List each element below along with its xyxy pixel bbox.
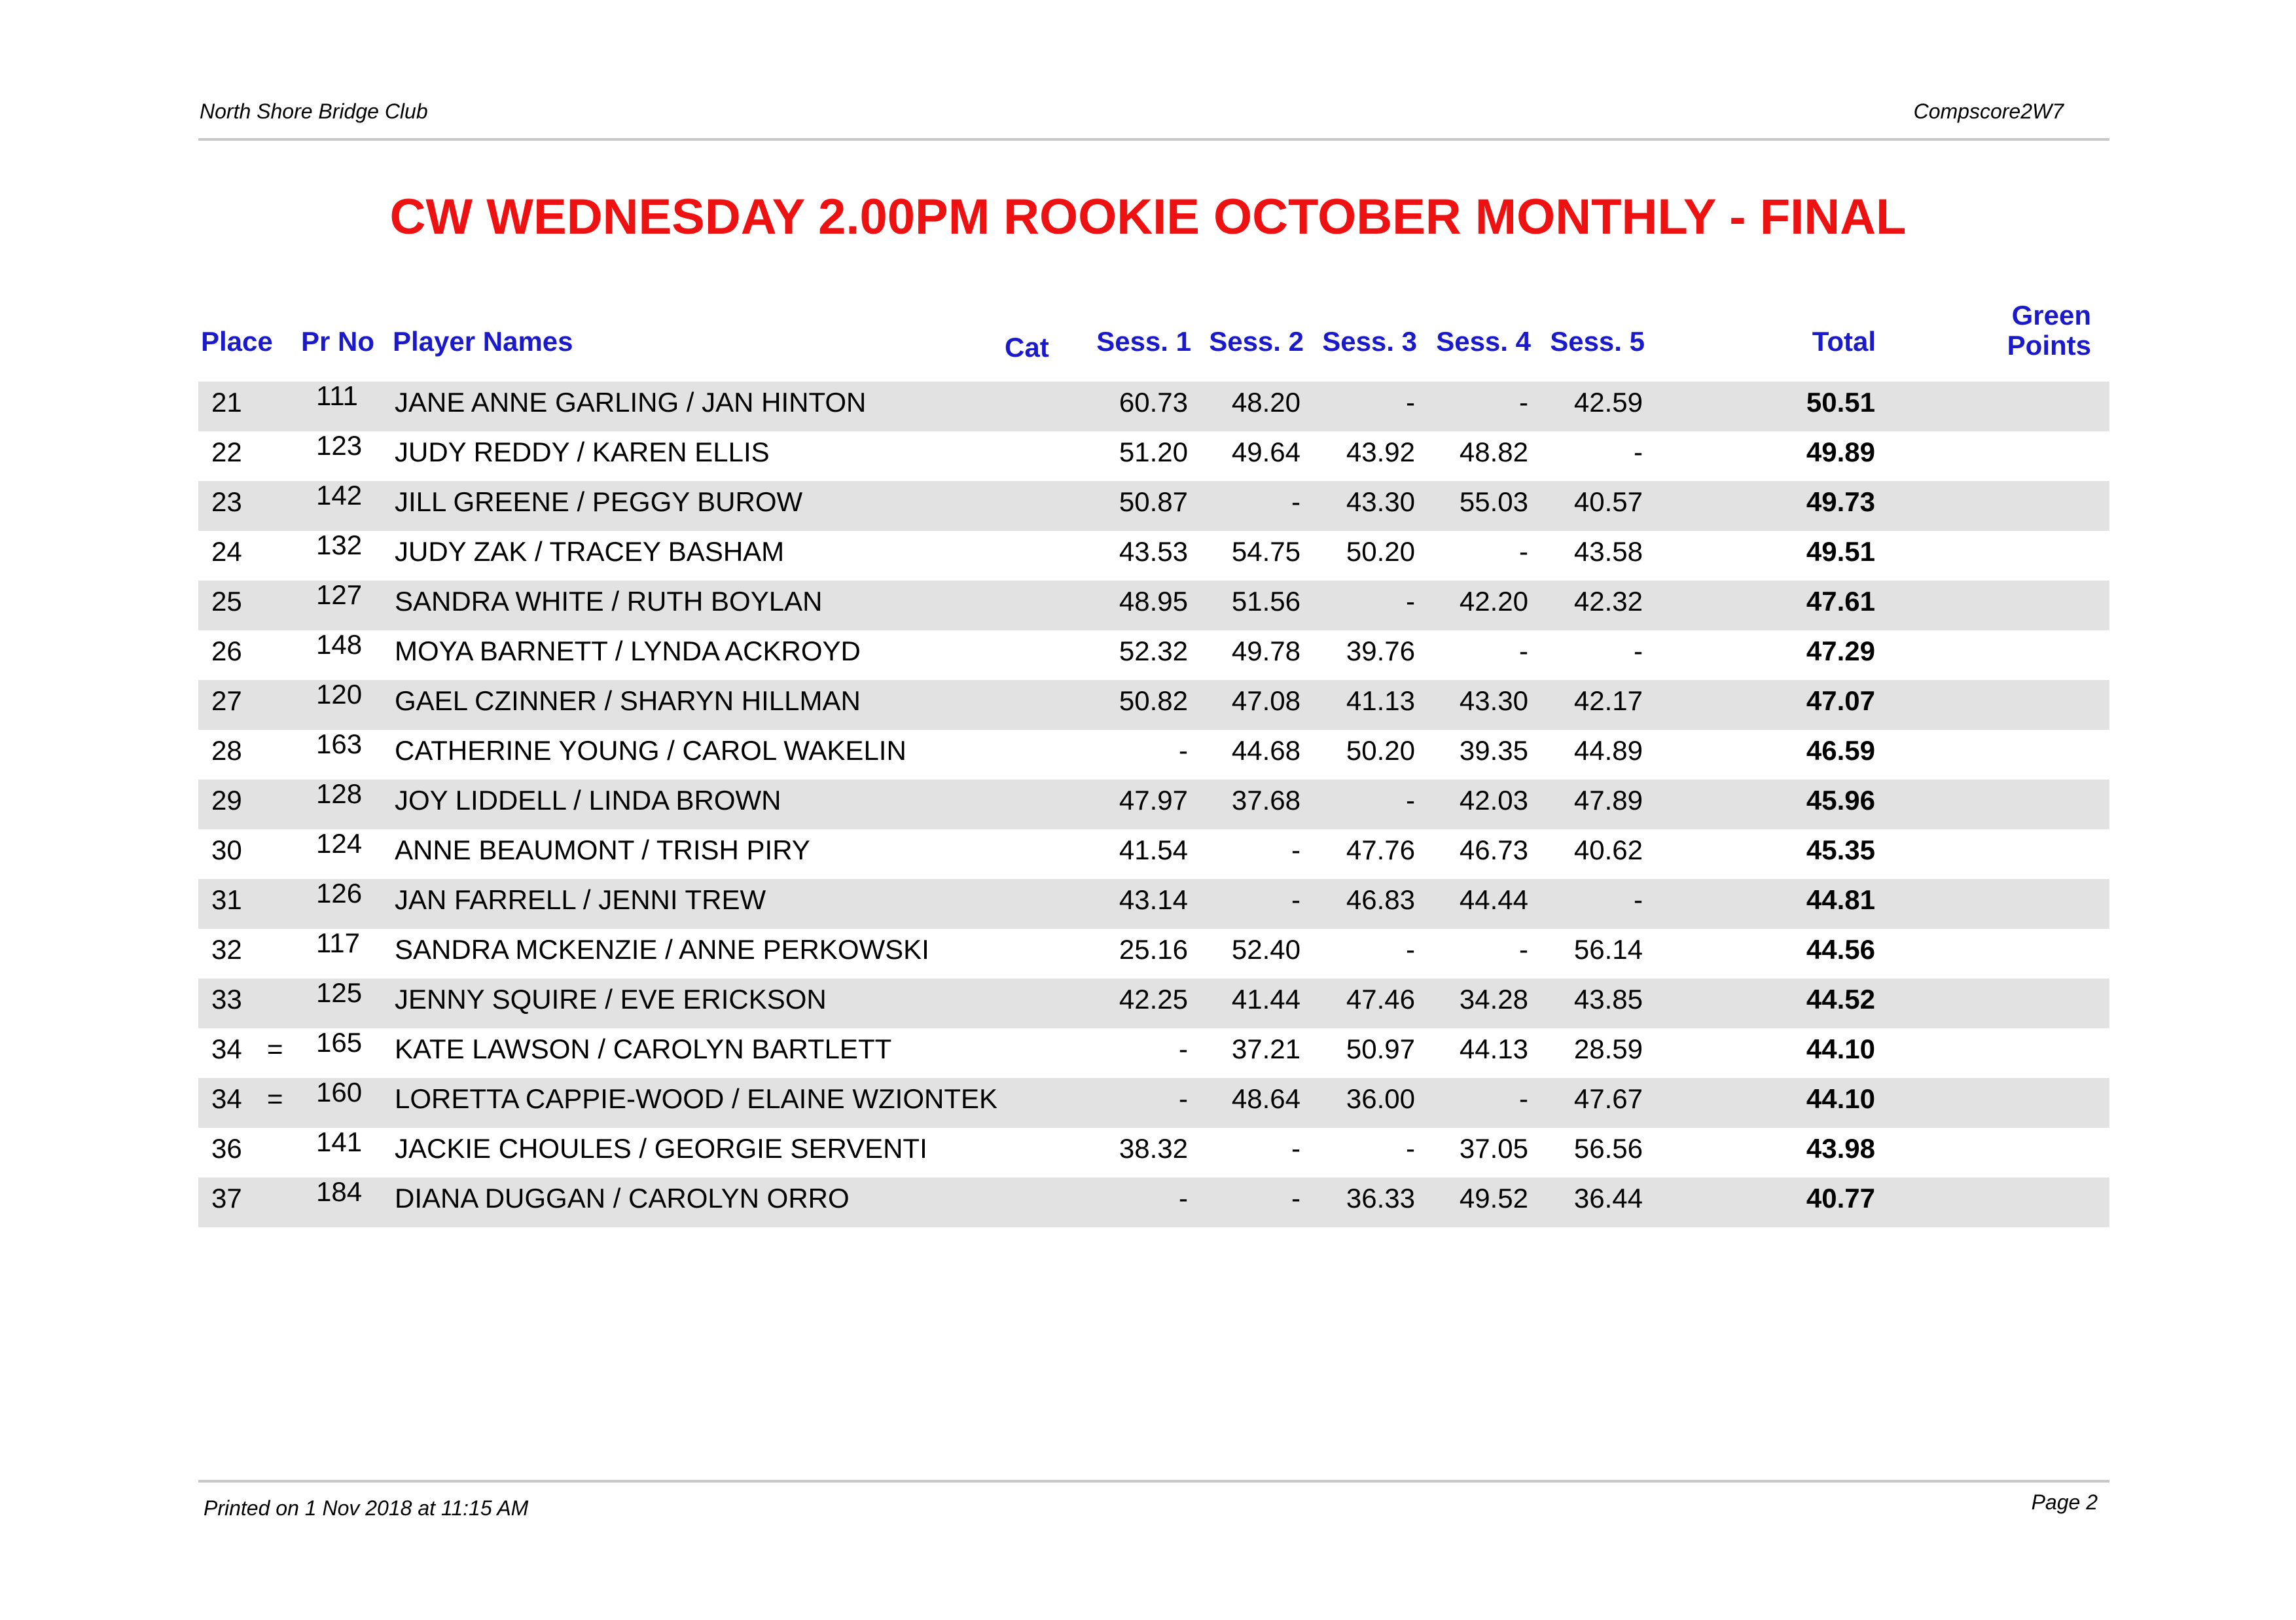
sess1-cell: - (1179, 1183, 1188, 1214)
sess4-cell: 48.82 (1459, 437, 1528, 467)
sess1-cell: 42.25 (1119, 984, 1188, 1015)
total-cell: 49.73 (1806, 486, 1875, 517)
pr-no-cell: 117 (316, 927, 360, 958)
sess2-cell: 47.08 (1231, 685, 1300, 716)
player-names-cell: SANDRA MCKENZIE / ANNE PERKOWSKI (395, 934, 929, 965)
sess2-cell: - (1291, 884, 1300, 915)
pr-no-cell: 125 (316, 977, 363, 1008)
table-row (198, 1178, 2109, 1227)
col-sess3: Sess. 3 (1322, 326, 1417, 357)
sess5-cell: - (1634, 437, 1643, 467)
tie-marker: = (267, 1034, 283, 1064)
col-sess4: Sess. 4 (1436, 326, 1531, 357)
sess2-cell: 44.68 (1231, 735, 1300, 766)
sess5-cell: 36.44 (1573, 1183, 1643, 1214)
sess2-cell: 51.56 (1231, 586, 1300, 617)
footer-divider (198, 1480, 2109, 1483)
place-cell: 29 (211, 785, 242, 816)
page-title: CW WEDNESDAY 2.00PM ROOKIE OCTOBER MONTHLY - FINAL (389, 189, 1907, 245)
sess1-cell: 41.54 (1119, 835, 1188, 865)
pr-no-cell: 141 (316, 1126, 363, 1157)
player-names-cell: JAN FARRELL / JENNI TREW (395, 884, 766, 915)
table-row (198, 680, 2109, 730)
results-table (198, 382, 2109, 1227)
sess4-cell: 49.52 (1459, 1183, 1528, 1214)
sess2-cell: 48.64 (1231, 1083, 1300, 1114)
total-cell: 45.35 (1806, 835, 1875, 865)
sess5-cell: - (1634, 884, 1643, 915)
col-green-line1: Green (2011, 300, 2091, 331)
player-names-cell: SANDRA WHITE / RUTH BOYLAN (395, 586, 823, 617)
total-cell: 49.89 (1806, 437, 1875, 467)
sess1-cell: 48.95 (1119, 586, 1188, 617)
sess4-cell: - (1519, 536, 1528, 567)
sess1-cell: 25.16 (1119, 934, 1188, 965)
sess3-cell: 41.13 (1346, 685, 1415, 716)
table-row (198, 382, 2109, 431)
sess3-cell: 46.83 (1346, 884, 1415, 915)
sess1-cell: - (1179, 1083, 1188, 1114)
place-cell: 36 (211, 1133, 242, 1164)
sess2-cell: 52.40 (1231, 934, 1300, 965)
sess3-cell: - (1406, 387, 1415, 418)
pr-no-cell: 142 (316, 480, 363, 511)
place-cell: 31 (211, 884, 242, 915)
sess5-cell: 47.89 (1573, 785, 1643, 816)
total-cell: 43.98 (1806, 1133, 1875, 1164)
player-names-cell: JANE ANNE GARLING / JAN HINTON (395, 387, 867, 418)
pr-no-cell: 124 (316, 828, 363, 859)
place-cell: 21 (211, 387, 242, 418)
place-cell: 23 (211, 486, 242, 517)
pr-no-cell: 126 (316, 878, 363, 909)
sess4-cell: 39.35 (1459, 735, 1528, 766)
sess2-cell: - (1291, 835, 1300, 865)
sess4-cell: - (1519, 387, 1528, 418)
player-names-cell: MOYA BARNETT / LYNDA ACKROYD (395, 636, 861, 666)
table-row (198, 979, 2109, 1028)
sess3-cell: 50.20 (1346, 536, 1415, 567)
sess4-cell: 46.73 (1459, 835, 1528, 865)
sess5-cell: 42.59 (1573, 387, 1643, 418)
sess1-cell: 50.87 (1119, 486, 1188, 517)
printed-date: Printed on 1 Nov 2018 at 11:15 AM (204, 1496, 529, 1520)
place-cell: 30 (211, 835, 242, 865)
sess1-cell: 52.32 (1119, 636, 1188, 666)
total-cell: 46.59 (1806, 735, 1875, 766)
sess2-cell: 49.64 (1231, 437, 1300, 467)
sess3-cell: 36.00 (1346, 1083, 1415, 1114)
player-names-cell: ANNE BEAUMONT / TRISH PIRY (395, 835, 810, 865)
sess1-cell: 43.53 (1119, 536, 1188, 567)
sess4-cell: 55.03 (1459, 486, 1528, 517)
table-row (198, 879, 2109, 929)
sess3-cell: 43.30 (1346, 486, 1415, 517)
pr-no-cell: 128 (316, 778, 363, 809)
sess1-cell: 43.14 (1119, 884, 1188, 915)
place-cell: 34 (211, 1083, 242, 1114)
sess4-cell: - (1519, 636, 1528, 666)
table-row (198, 780, 2109, 829)
tie-marker: = (267, 1083, 283, 1114)
sess4-cell: 44.13 (1459, 1034, 1528, 1064)
place-cell: 37 (211, 1183, 242, 1214)
player-names-cell: CATHERINE YOUNG / CAROL WAKELIN (395, 735, 906, 766)
software-name: Compscore2W7 (1913, 99, 2064, 123)
place-cell: 26 (211, 636, 242, 666)
player-names-cell: JACKIE CHOULES / GEORGIE SERVENTI (395, 1133, 927, 1164)
sess5-cell: 56.56 (1573, 1133, 1643, 1164)
place-cell: 27 (211, 685, 242, 716)
sess1-cell: - (1179, 735, 1188, 766)
table-row (198, 929, 2109, 979)
sess4-cell: 34.28 (1459, 984, 1528, 1015)
table-row (198, 829, 2109, 879)
table-row (198, 431, 2109, 481)
player-names-cell: DIANA DUGGAN / CAROLYN ORRO (395, 1183, 850, 1214)
sess1-cell: - (1179, 1034, 1188, 1064)
club-name: North Shore Bridge Club (200, 99, 428, 123)
sess3-cell: 36.33 (1346, 1183, 1415, 1214)
col-cat: Cat (1005, 332, 1049, 363)
sess3-cell: - (1406, 586, 1415, 617)
sess3-cell: 50.20 (1346, 735, 1415, 766)
sess4-cell: 42.03 (1459, 785, 1528, 816)
total-cell: 47.07 (1806, 685, 1875, 716)
sess5-cell: 43.58 (1573, 536, 1643, 567)
place-cell: 32 (211, 934, 242, 965)
sess5-cell: 28.59 (1573, 1034, 1643, 1064)
table-row (198, 1078, 2109, 1128)
col-total: Total (1812, 326, 1876, 357)
table-row (198, 531, 2109, 581)
sess1-cell: 60.73 (1119, 387, 1188, 418)
total-cell: 49.51 (1806, 536, 1875, 567)
sess5-cell: 44.89 (1573, 735, 1643, 766)
sess2-cell: 37.68 (1231, 785, 1300, 816)
sess2-cell: - (1291, 1133, 1300, 1164)
sess3-cell: 47.46 (1346, 984, 1415, 1015)
place-cell: 34 (211, 1034, 242, 1064)
place-cell: 28 (211, 735, 242, 766)
sess5-cell: 47.67 (1573, 1083, 1643, 1114)
col-sess5: Sess. 5 (1550, 326, 1645, 357)
sess2-cell: - (1291, 486, 1300, 517)
pr-no-cell: 184 (316, 1176, 363, 1207)
player-names-cell: KATE LAWSON / CAROLYN BARTLETT (395, 1034, 892, 1064)
pr-no-cell: 148 (316, 629, 363, 660)
sess4-cell: 43.30 (1459, 685, 1528, 716)
sess3-cell: - (1406, 785, 1415, 816)
pr-no-cell: 165 (316, 1027, 363, 1058)
total-cell: 44.81 (1806, 884, 1875, 915)
table-row (198, 1128, 2109, 1178)
table-row (198, 581, 2109, 630)
pr-no-cell: 160 (316, 1077, 363, 1107)
place-cell: 24 (211, 536, 242, 567)
sess2-cell: 54.75 (1231, 536, 1300, 567)
sess4-cell: 37.05 (1459, 1133, 1528, 1164)
player-names-cell: JUDY REDDY / KAREN ELLIS (395, 437, 770, 467)
table-row (198, 730, 2109, 780)
sess4-cell: 42.20 (1459, 586, 1528, 617)
col-sess2: Sess. 2 (1209, 326, 1304, 357)
col-place: Place (201, 326, 273, 357)
header-divider (198, 138, 2109, 141)
total-cell: 44.56 (1806, 934, 1875, 965)
sess5-cell: 43.85 (1573, 984, 1643, 1015)
col-green-line2: Points (2007, 330, 2091, 361)
total-cell: 40.77 (1806, 1183, 1875, 1214)
sess3-cell: 39.76 (1346, 636, 1415, 666)
table-row (198, 630, 2109, 680)
col-green-points (2007, 300, 2091, 361)
page-number: Page 2 (2031, 1490, 2098, 1514)
player-names-cell: JILL GREENE / PEGGY BUROW (395, 486, 803, 517)
total-cell: 50.51 (1806, 387, 1875, 418)
pr-no-cell: 132 (316, 530, 363, 560)
player-names-cell: JUDY ZAK / TRACEY BASHAM (395, 536, 785, 567)
sess3-cell: 43.92 (1346, 437, 1415, 467)
sess1-cell: 51.20 (1119, 437, 1188, 467)
total-cell: 44.10 (1806, 1034, 1875, 1064)
sess1-cell: 50.82 (1119, 685, 1188, 716)
pr-no-cell: 111 (316, 380, 358, 411)
player-names-cell: GAEL CZINNER / SHARYN HILLMAN (395, 685, 861, 716)
table-row (198, 1028, 2109, 1078)
col-sess1: Sess. 1 (1096, 326, 1191, 357)
sess5-cell: 40.57 (1573, 486, 1643, 517)
player-names-cell: JOY LIDDELL / LINDA BROWN (395, 785, 781, 816)
player-names-cell: LORETTA CAPPIE-WOOD / ELAINE WZIONTEK (395, 1083, 998, 1114)
place-cell: 33 (211, 984, 242, 1015)
sess2-cell: 37.21 (1231, 1034, 1300, 1064)
sess5-cell: 42.17 (1573, 685, 1643, 716)
sess2-cell: - (1291, 1183, 1300, 1214)
total-cell: 45.96 (1806, 785, 1875, 816)
sess5-cell: 56.14 (1573, 934, 1643, 965)
sess1-cell: 47.97 (1119, 785, 1188, 816)
sess4-cell: - (1519, 1083, 1528, 1114)
sess3-cell: - (1406, 1133, 1415, 1164)
sess4-cell: - (1519, 934, 1528, 965)
player-names-cell: JENNY SQUIRE / EVE ERICKSON (395, 984, 827, 1015)
pr-no-cell: 120 (316, 679, 363, 710)
sess3-cell: - (1406, 934, 1415, 965)
sess3-cell: 50.97 (1346, 1034, 1415, 1064)
sess3-cell: 47.76 (1346, 835, 1415, 865)
pr-no-cell: 163 (316, 729, 363, 759)
place-cell: 22 (211, 437, 242, 467)
sess5-cell: - (1634, 636, 1643, 666)
sess2-cell: 49.78 (1231, 636, 1300, 666)
pr-no-cell: 123 (316, 430, 363, 461)
place-cell: 25 (211, 586, 242, 617)
pr-no-cell: 127 (316, 579, 363, 610)
sess1-cell: 38.32 (1119, 1133, 1188, 1164)
total-cell: 47.61 (1806, 586, 1875, 617)
sess2-cell: 48.20 (1231, 387, 1300, 418)
col-pr-no: Pr No (301, 326, 375, 357)
total-cell: 47.29 (1806, 636, 1875, 666)
sess5-cell: 40.62 (1573, 835, 1643, 865)
sess2-cell: 41.44 (1231, 984, 1300, 1015)
total-cell: 44.10 (1806, 1083, 1875, 1114)
total-cell: 44.52 (1806, 984, 1875, 1015)
sess5-cell: 42.32 (1573, 586, 1643, 617)
col-player-names: Player Names (393, 326, 573, 357)
sess4-cell: 44.44 (1459, 884, 1528, 915)
table-row (198, 481, 2109, 531)
